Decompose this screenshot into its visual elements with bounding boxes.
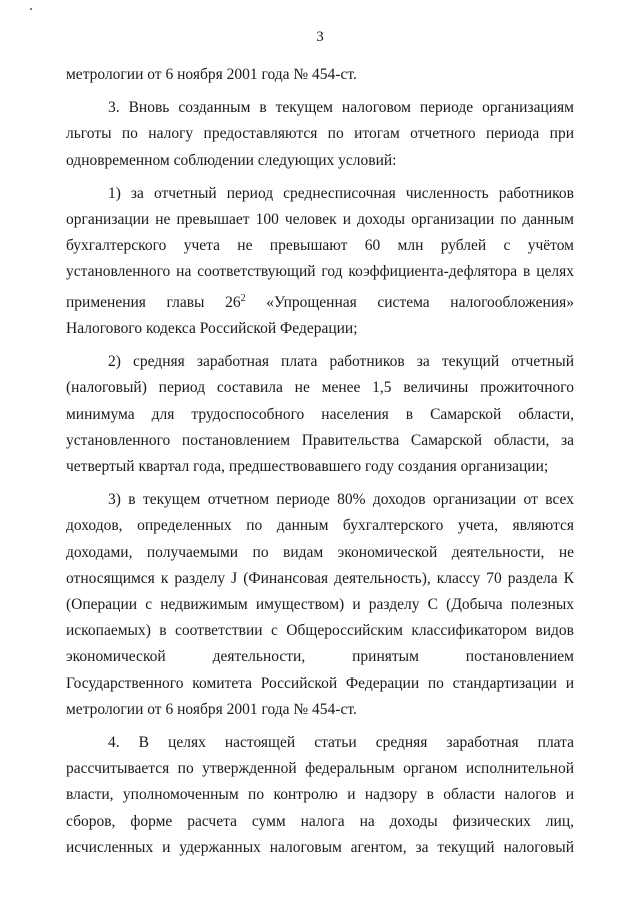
text-line: экономической деятельности, принятым постановлением	[66, 648, 574, 666]
text-line: доходов, определенных по данным бухгалтерского учета, являются	[66, 517, 574, 535]
text-line	[66, 286, 574, 316]
text-line: Налогового кодекса Российской Федерации;	[66, 319, 358, 337]
text-line: организации не превышает 100 человек и доходы организации по данным	[66, 211, 574, 229]
text-line: исчисленных и удержанных налоговым агентом, за текущий налоговый	[66, 838, 574, 856]
text-line: доходами, получаемыми по видам экономической деятельности, не	[66, 543, 574, 561]
text-line: (Операции с недвижимым имуществом) и разделу С (Добыча полезных	[66, 596, 574, 614]
chapter-ref: применения главы 26	[66, 293, 241, 311]
text-line: ископаемых) в соответствии с Общероссийским классификатором видов	[66, 622, 574, 640]
chapter-title: «Упрощенная система налогообложения»	[266, 293, 575, 311]
text-line: метрологии от 6 ноября 2001 года № 454-ст.	[66, 66, 357, 83]
text-line: 1) за отчетный период среднесписочная численность работников	[108, 184, 574, 202]
text-line: сборов, форме расчета сумм налога на доходы физических лиц,	[66, 812, 574, 830]
paragraph-condition-2	[66, 349, 574, 480]
text-line: одновременном соблюдении следующих условий:	[66, 151, 397, 169]
text-line: власти, уполномоченным по контролю и надзору в области налогов и	[66, 786, 574, 804]
text-line: четвертый квартал года, предшествовавшего году создания организации;	[66, 458, 549, 475]
text-line: льготы по налогу предоставляются по итогам отчетного периода при	[66, 125, 574, 143]
text-line: установленного на соответствующий год коэффициента-дефлятора в целях	[66, 263, 574, 281]
paragraph-condition-3	[66, 487, 574, 723]
text-line: метрологии от 6 ноября 2001 года № 454-ст.	[66, 700, 357, 718]
text-line: 4. В целях настоящей статьи средняя заработная плата	[108, 734, 574, 752]
paragraph-condition-1	[66, 181, 574, 342]
document-body	[66, 62, 574, 861]
text-line: установленного постановлением Правительства Самарской области, за	[66, 431, 574, 449]
scan-artifact	[30, 8, 32, 10]
text-line: рассчитывается по утвержденной федеральным органом исполнительной	[66, 760, 574, 778]
text-line: Государственного комитета Российской Федерации по стандартизации и	[66, 674, 574, 692]
page-number: 3	[316, 29, 324, 45]
text-line: относящимся к разделу J (Финансовая деятельность), классу 70 раздела К	[66, 569, 574, 587]
text-line: (налоговый) период составила не менее 1,5 величины прожиточного	[66, 379, 574, 397]
text-line: бухгалтерского учета не превышают 60 млн рублей с учётом	[66, 237, 574, 255]
text-line: 2) средняя заработная плата работников за текущий отчетный	[108, 353, 574, 371]
text-line: 3. Вновь созданным в текущем налоговом периоде организациям	[108, 99, 574, 117]
text-line: минимума для трудоспособного населения в Самарской области,	[66, 405, 574, 423]
superscript: 2	[240, 292, 246, 304]
text-line: 3) в текущем отчетном периоде 80% доходов организации от всех	[108, 491, 574, 509]
paragraph-3	[66, 95, 574, 174]
paragraph-4	[66, 730, 574, 861]
